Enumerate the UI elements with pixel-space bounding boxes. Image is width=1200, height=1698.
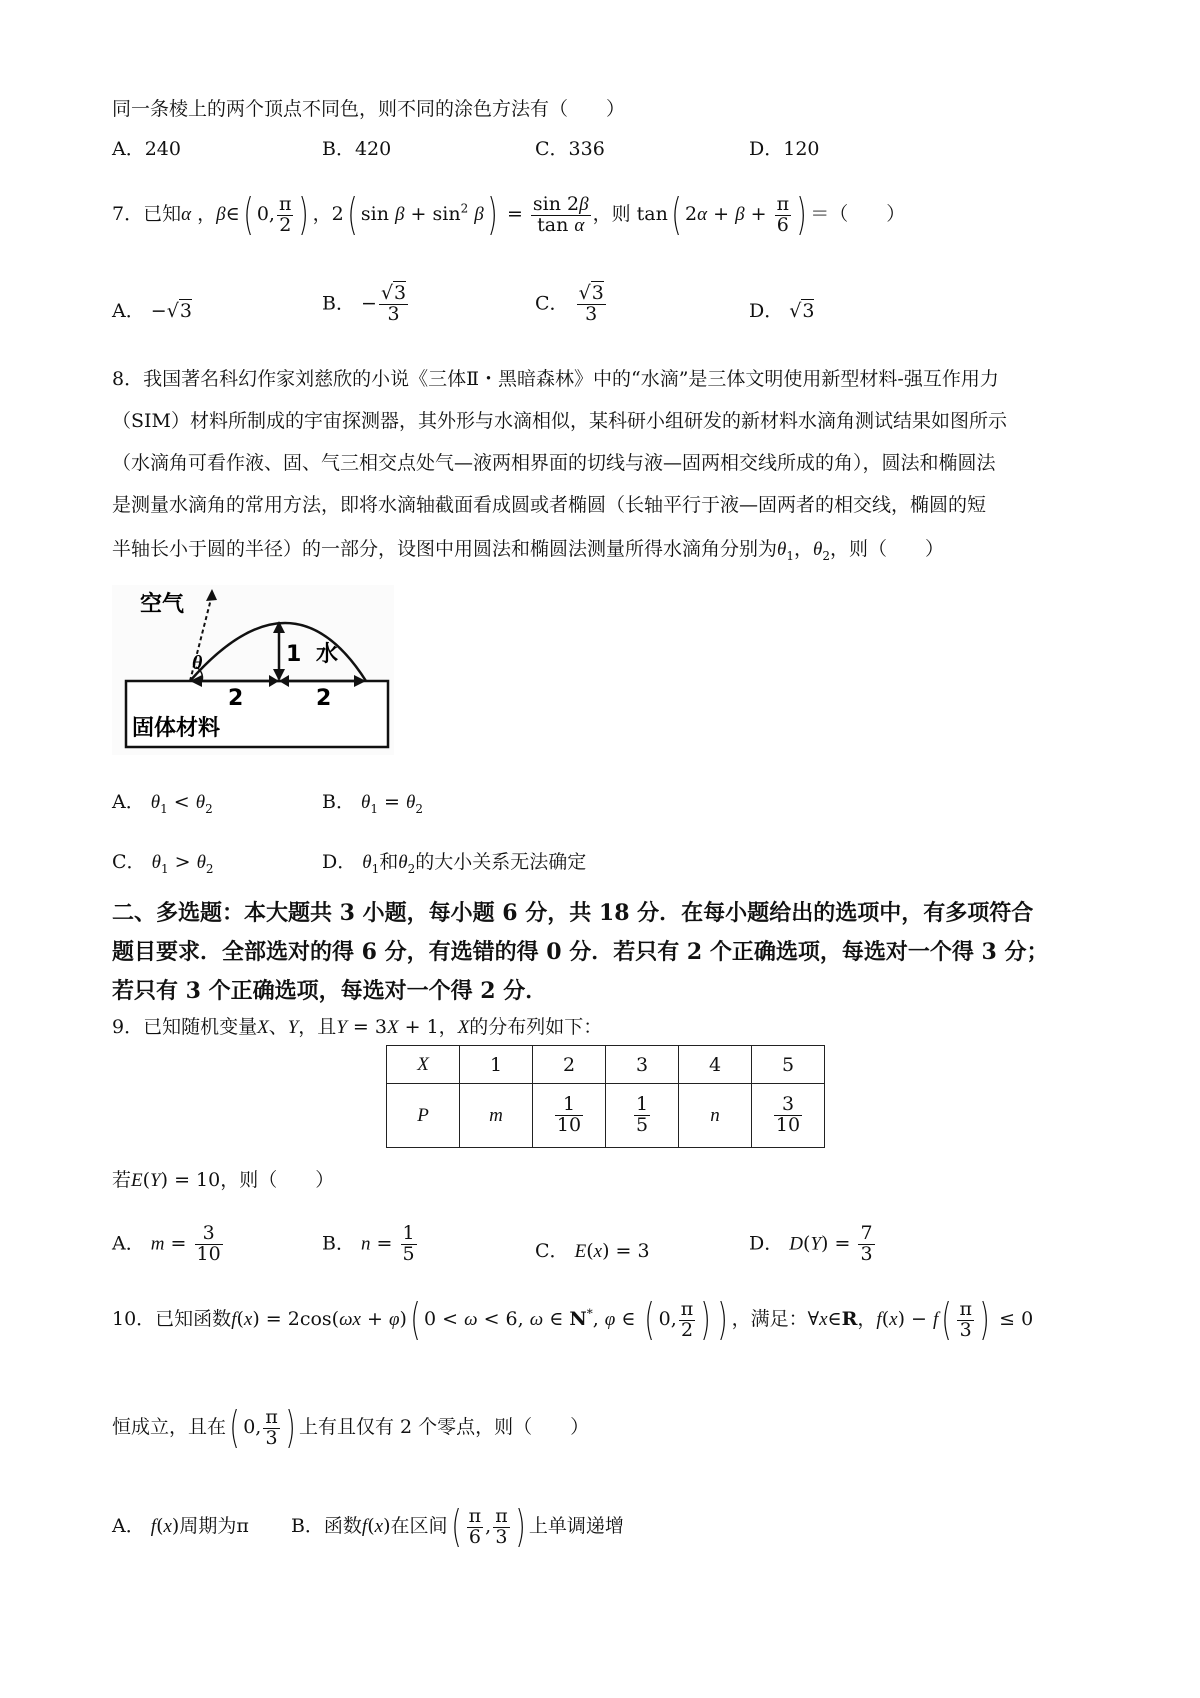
q8-option-d: D． $\theta_1$和$\theta_2$的大小关系无法确定 — [322, 851, 587, 876]
distribution-table — [386, 1045, 825, 1148]
q6-option-b: B．420 — [322, 138, 392, 160]
table-cell: n — [679, 1084, 752, 1148]
q8-option-a: A． $\theta_1 < \theta_2$ — [112, 791, 213, 816]
section-2-line-3: 若只有 3 个正确选项，每选对一个得 2 分． — [112, 978, 548, 1004]
table-cell: m — [460, 1084, 533, 1148]
q7-option-c: C． $\frac{√3}{3}$ — [535, 282, 604, 325]
section-2-line-2: 题目要求．全部选对的得 6 分，有选错的得 0 分．若只有 2 个正确选项，每选对一个得 3 分； — [112, 939, 1049, 965]
q8-line-5: 半轴长小于圆的半径）的一部分，设图中用圆法和椭圆法测量所得水滴角分别为$\theta_1$，$\theta_2$，则（ ） — [112, 538, 945, 563]
water-drop-diagram — [112, 585, 394, 755]
air-label: 空气 — [140, 592, 185, 617]
height-label: 1 — [286, 642, 302, 667]
q10-options — [112, 1501, 624, 1552]
table-cell: X — [387, 1046, 460, 1084]
width-label-left: 2 — [228, 686, 244, 711]
q6-option-a: A．240 — [112, 138, 181, 160]
table-cell: $\frac{3}{10}$ — [752, 1084, 825, 1148]
q8-line-2: （SIM）材料所制成的宇宙探测器，其外形与水滴相似，某科研小组研发的新材料水滴角测试结果如图所示 — [112, 410, 1007, 432]
table-row — [387, 1046, 825, 1084]
q7-stem: 7．已知α ，β∈( 0, $\frac{\pi}{2}$ ) ，2( $\sin \beta + \sin^2 \beta$) = $\frac{\sin 2\beta}{\text{tan α}}$ ，则 tan( 2α + β + $\frac{\pi}{6}$ ) ＝（ ） — [112, 189, 906, 240]
q8-option-c: C． $\theta_1 > \theta_2$ — [112, 851, 214, 876]
table-row — [387, 1084, 825, 1148]
q9-option-a: A． m = $\frac{3}{10}$ — [112, 1222, 221, 1265]
q9-option-b: B． n = $\frac{1}{5}$ — [322, 1222, 415, 1265]
width-label-right: 2 — [316, 686, 332, 711]
table-cell: $\frac{1}{10}$ — [533, 1084, 606, 1148]
q6-tail: 同一条棱上的两个顶点不同色，则不同的涂色方法有（ ） — [112, 98, 626, 120]
q7-option-b: B． − $\frac{√3}{3}$ — [322, 282, 407, 325]
q10-option-b: B．函数f(x)在区间( $\frac{\pi}{6}$ , $\frac{\pi}{3}$ ) 上单调递增 — [290, 1501, 624, 1552]
q7-option-a: A． −√3 — [112, 300, 192, 322]
table-cell: $\frac{1}{5}$ — [606, 1084, 679, 1148]
q8-line-4: 是测量水滴角的常用方法，即将水滴轴截面看成圆或者椭圆（长轴平行于液—固两者的相交线，椭圆的短 — [112, 494, 987, 516]
table-cell: 4 — [679, 1046, 752, 1084]
q9-stem: 9．已知随机变量X、Y，且Y = 3X + 1，X的分布列如下： — [112, 1016, 603, 1038]
q9-condition: 若E(Y) = 10，则（ ） — [112, 1169, 335, 1191]
table-cell: 5 — [752, 1046, 825, 1084]
theta-label: θ — [192, 652, 203, 674]
q10-stem: 10．已知函数f(x) = 2cos(ωx + φ)( 0 < ω < 6, ω ∈ N*, φ ∈ ( 0, $\frac{\pi}{2}$ ) ) ，满足：∀x∈R，f(x) − f( $\frac{\pi}{3}$ ) ≤ 0 — [112, 1294, 1034, 1345]
table-cell: 2 — [533, 1046, 606, 1084]
table-cell: 1 — [460, 1046, 533, 1084]
q8-option-b: B． $\theta_1 = \theta_2$ — [322, 791, 423, 816]
water-label: 水 — [316, 642, 339, 667]
q9-option-c: C． E(x) = 3 — [535, 1240, 650, 1262]
q8-line-1: 8．我国著名科幻作家刘慈欣的小说《三体Ⅱ・黑暗森林》中的“水滴”是三体文明使用新型材料-强互作用力 — [112, 368, 999, 390]
section-2-line-1: 二、多选题：本大题共 3 小题，每小题 6 分，共 18 分．在每小题给出的选项中，有多项符合 — [112, 900, 1034, 926]
water-drop-figure — [112, 585, 394, 755]
q7-option-d: D． √3 — [749, 300, 815, 322]
solid-label: 固体材料 — [132, 716, 221, 741]
q6-option-c: C．336 — [535, 138, 605, 160]
q10-option-a: A． f(x)周期为π — [112, 1515, 249, 1537]
q10-line-2: 恒成立，且在( 0, $\frac{\pi}{3}$ ) 上有且仅有 2 个零点，则（ ） — [112, 1402, 590, 1453]
table-cell: P — [387, 1084, 460, 1148]
q8-line-3: （水滴角可看作液、固、气三相交点处气—液两相界面的切线与液—固两相交线所成的角），圆法和椭圆法 — [112, 452, 996, 474]
q9-option-d: D． D(Y) = $\frac{7}{3}$ — [749, 1222, 873, 1265]
q6-option-d: D．120 — [749, 138, 820, 160]
table-cell: 3 — [606, 1046, 679, 1084]
